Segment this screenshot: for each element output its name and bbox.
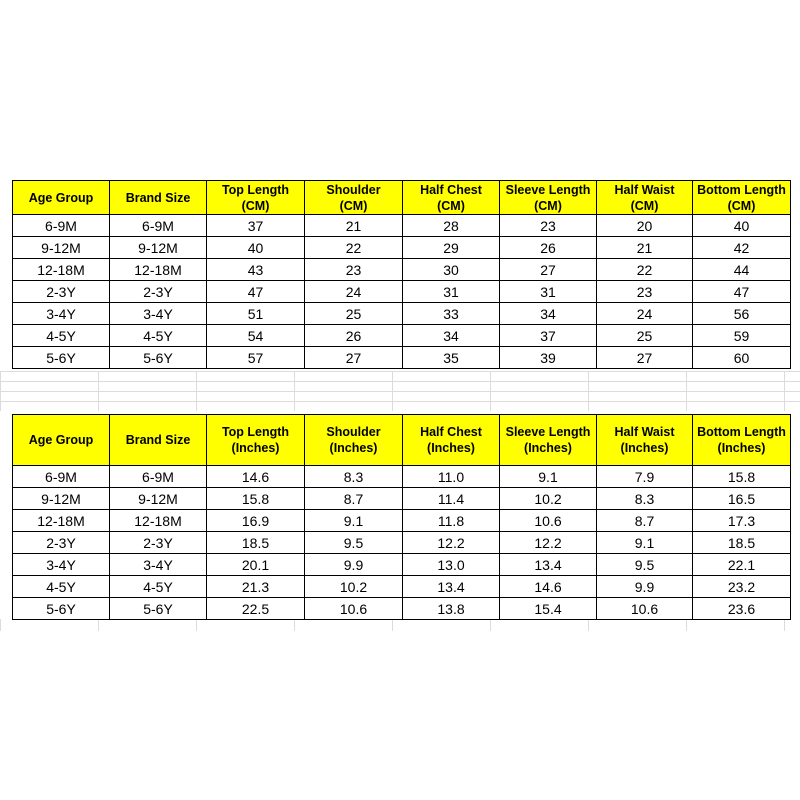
column-header-label: Sleeve Length: [505, 182, 591, 197]
table-cell: 26: [500, 237, 597, 259]
column-header: [403, 415, 500, 466]
table-cell: 31: [500, 281, 597, 303]
table-cell: 12.2: [403, 532, 500, 554]
table-cell: 22.5: [207, 598, 305, 620]
table-cell: 42: [693, 237, 791, 259]
table-cell: 9.5: [305, 532, 403, 554]
header-row: [13, 415, 791, 466]
table-cell: 6-9M: [13, 215, 110, 237]
table-cell: 3-4Y: [110, 554, 207, 576]
table-cell: 13.8: [403, 598, 500, 620]
table-cell: 9.1: [500, 466, 597, 488]
column-header: [13, 181, 110, 215]
column-header: [693, 415, 791, 466]
table-cell: 16.9: [207, 510, 305, 532]
column-header-label: Age Group: [28, 190, 94, 205]
table-cell: 9-12M: [13, 488, 110, 510]
column-header: [693, 181, 791, 215]
column-header-unit: (Inches): [717, 441, 766, 455]
size-chart-inches-table: [12, 414, 791, 620]
table-row: [13, 598, 791, 620]
column-header-label: Brand Size: [125, 190, 191, 205]
table-cell: 13.4: [500, 554, 597, 576]
table-cell: 11.0: [403, 466, 500, 488]
table-cell: 12-18M: [13, 259, 110, 281]
table-cell: 27: [500, 259, 597, 281]
table-cell: 4-5Y: [110, 325, 207, 347]
column-header: [500, 181, 597, 215]
table-cell: 24: [597, 303, 693, 325]
table-cell: 22: [305, 237, 403, 259]
table-cell: 31: [403, 281, 500, 303]
table-cell: 56: [693, 303, 791, 325]
table-cell: 12-18M: [110, 510, 207, 532]
table-cell: 37: [207, 215, 305, 237]
table-cell: 34: [500, 303, 597, 325]
table-row: [13, 576, 791, 598]
table-cell: 27: [305, 347, 403, 369]
column-header-label: Half Waist: [614, 182, 675, 197]
table-cell: 12-18M: [110, 259, 207, 281]
column-header-label: Bottom Length: [697, 425, 786, 439]
table-cell: 8.7: [597, 510, 693, 532]
table-cell: 22: [597, 259, 693, 281]
table-cell: 21.3: [207, 576, 305, 598]
table-cell: 23.6: [693, 598, 791, 620]
column-header: [110, 415, 207, 466]
table-cell: 20.1: [207, 554, 305, 576]
table-cell: 18.5: [693, 532, 791, 554]
table-cell: 11.4: [403, 488, 500, 510]
table-cell: 5-6Y: [110, 598, 207, 620]
table-cell: 51: [207, 303, 305, 325]
table-cell: 8.3: [305, 466, 403, 488]
column-header-label: Half Waist: [614, 425, 675, 439]
table-cell: 18.5: [207, 532, 305, 554]
size-chart-cm-table: [12, 180, 791, 369]
table-cell: 10.6: [305, 598, 403, 620]
table-cell: 4-5Y: [110, 576, 207, 598]
spreadsheet-gridlines-bottom: [0, 619, 800, 631]
table-cell: 54: [207, 325, 305, 347]
column-header-label: Half Chest: [420, 182, 482, 197]
table-cell: 22.1: [693, 554, 791, 576]
column-header: [597, 415, 693, 466]
table-cell: 9.5: [597, 554, 693, 576]
column-header: [305, 181, 403, 215]
column-header-unit: (Inches): [231, 441, 280, 455]
column-header-label: Age Group: [28, 433, 94, 447]
table-cell: 10.6: [597, 598, 693, 620]
table-cell: 23.2: [693, 576, 791, 598]
table-cell: 13.4: [403, 576, 500, 598]
column-header-label: Top Length: [221, 182, 290, 197]
column-header: [597, 181, 693, 215]
column-header: [207, 181, 305, 215]
table-cell: 21: [305, 215, 403, 237]
table-cell: 5-6Y: [13, 347, 110, 369]
table-cell: 9.9: [597, 576, 693, 598]
table-cell: 43: [207, 259, 305, 281]
table-row: [13, 237, 791, 259]
table-cell: 59: [693, 325, 791, 347]
table-cell: 23: [500, 215, 597, 237]
table-cell: 2-3Y: [13, 532, 110, 554]
table-cell: 9.1: [305, 510, 403, 532]
table-cell: 34: [403, 325, 500, 347]
table-cell: 29: [403, 237, 500, 259]
table-cell: 16.5: [693, 488, 791, 510]
table-row: [13, 554, 791, 576]
table-row: [13, 281, 791, 303]
table-cell: 9-12M: [110, 488, 207, 510]
column-header-label: Shoulder: [326, 425, 381, 439]
table-cell: 4-5Y: [13, 576, 110, 598]
column-header: [110, 181, 207, 215]
column-header-unit: (CM): [534, 198, 562, 213]
column-header: [305, 415, 403, 466]
table-row: [13, 347, 791, 369]
table-cell: 6-9M: [110, 466, 207, 488]
table-cell: 7.9: [597, 466, 693, 488]
table-cell: 8.7: [305, 488, 403, 510]
table-cell: 14.6: [207, 466, 305, 488]
table-cell: 15.4: [500, 598, 597, 620]
table-cell: 27: [597, 347, 693, 369]
table-cell: 8.3: [597, 488, 693, 510]
table-row: [13, 488, 791, 510]
table-cell: 21: [597, 237, 693, 259]
table-cell: 5-6Y: [13, 598, 110, 620]
column-header-unit: (Inches): [524, 441, 572, 455]
table-cell: 3-4Y: [13, 303, 110, 325]
table-cell: 10.6: [500, 510, 597, 532]
table-cell: 23: [305, 259, 403, 281]
table-cell: 2-3Y: [110, 532, 207, 554]
table-cell: 60: [693, 347, 791, 369]
column-header-unit: (CM): [727, 198, 756, 213]
table-cell: 33: [403, 303, 500, 325]
table-cell: 26: [305, 325, 403, 347]
table-cell: 20: [597, 215, 693, 237]
table-cell: 47: [207, 281, 305, 303]
table-cell: 3-4Y: [13, 554, 110, 576]
table-cell: 6-9M: [110, 215, 207, 237]
column-header-label: Sleeve Length: [505, 425, 591, 439]
table-cell: 25: [305, 303, 403, 325]
column-header-unit: (Inches): [329, 441, 378, 455]
column-header-label: Bottom Length: [697, 182, 786, 197]
table-cell: 30: [403, 259, 500, 281]
column-header-unit: (CM): [630, 198, 659, 213]
table-cell: 12-18M: [13, 510, 110, 532]
table-cell: 25: [597, 325, 693, 347]
column-header-unit: (Inches): [427, 441, 475, 455]
table-cell: 2-3Y: [13, 281, 110, 303]
table-row: [13, 215, 791, 237]
table-cell: 9.9: [305, 554, 403, 576]
table-cell: 17.3: [693, 510, 791, 532]
table-cell: 24: [305, 281, 403, 303]
table-cell: 4-5Y: [13, 325, 110, 347]
spreadsheet-gridlines: [0, 371, 800, 411]
table-cell: 15.8: [207, 488, 305, 510]
table-row: [13, 325, 791, 347]
column-header-unit: (CM): [339, 198, 368, 213]
table-cell: 2-3Y: [110, 281, 207, 303]
table-row: [13, 510, 791, 532]
column-header-label: Shoulder: [326, 182, 381, 197]
table-row: [13, 466, 791, 488]
table-row: [13, 259, 791, 281]
table-cell: 40: [693, 215, 791, 237]
table-cell: 39: [500, 347, 597, 369]
table-cell: 9-12M: [13, 237, 110, 259]
table-cell: 5-6Y: [110, 347, 207, 369]
table-cell: 9.1: [597, 532, 693, 554]
column-header: [207, 415, 305, 466]
table-cell: 9-12M: [110, 237, 207, 259]
header-row: [13, 181, 791, 215]
table-cell: 47: [693, 281, 791, 303]
column-header: [403, 181, 500, 215]
table-cell: 35: [403, 347, 500, 369]
table-cell: 6-9M: [13, 466, 110, 488]
table-cell: 37: [500, 325, 597, 347]
table-cell: 23: [597, 281, 693, 303]
table-row: [13, 303, 791, 325]
table-cell: 14.6: [500, 576, 597, 598]
column-header-label: Top Length: [221, 425, 290, 439]
table-row: [13, 532, 791, 554]
table-cell: 11.8: [403, 510, 500, 532]
table-cell: 15.8: [693, 466, 791, 488]
table-cell: 10.2: [305, 576, 403, 598]
table-cell: 13.0: [403, 554, 500, 576]
column-header-label: Half Chest: [420, 425, 482, 439]
column-header: [13, 415, 110, 466]
table-cell: 3-4Y: [110, 303, 207, 325]
table-cell: 40: [207, 237, 305, 259]
table-cell: 28: [403, 215, 500, 237]
column-header-unit: (Inches): [620, 441, 669, 455]
column-header-unit: (CM): [241, 198, 270, 213]
column-header-label: Brand Size: [125, 433, 191, 447]
column-header-unit: (CM): [437, 198, 465, 213]
table-cell: 44: [693, 259, 791, 281]
column-header: [500, 415, 597, 466]
table-cell: 10.2: [500, 488, 597, 510]
table-cell: 57: [207, 347, 305, 369]
table-cell: 12.2: [500, 532, 597, 554]
